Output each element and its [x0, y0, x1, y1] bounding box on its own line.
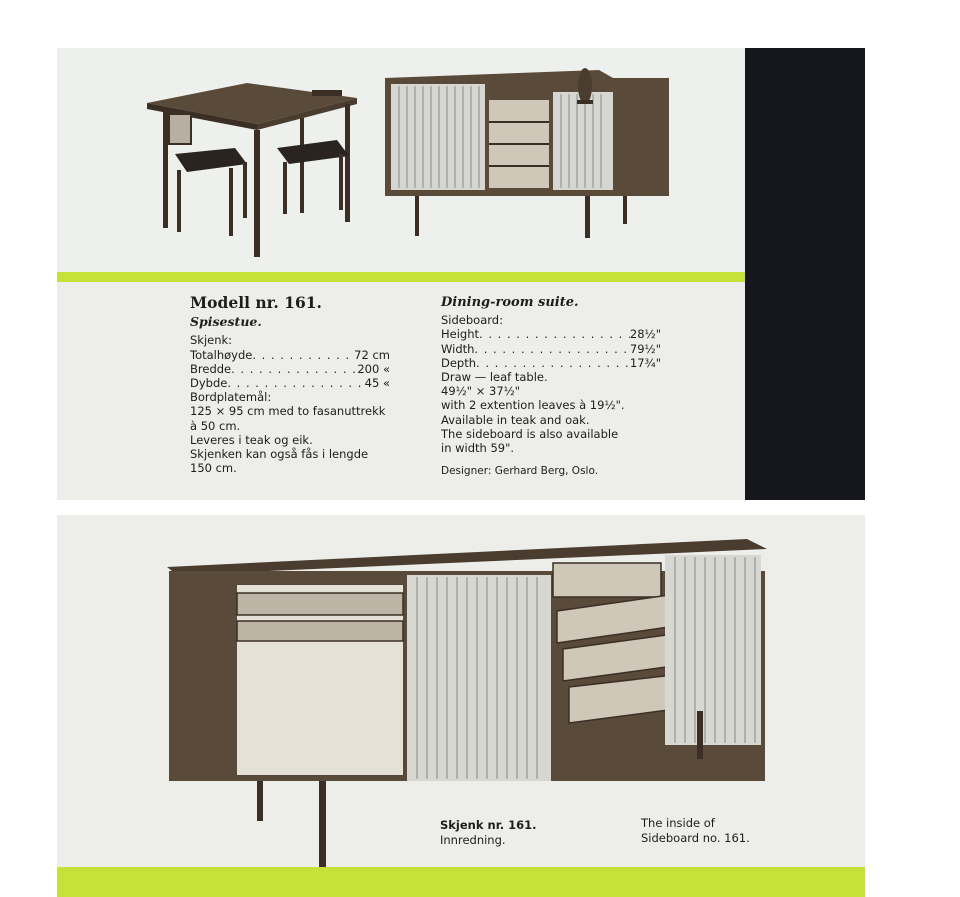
text-line: Skjenken kan også fås i lengde — [190, 447, 369, 462]
leader-dots — [476, 356, 630, 370]
spec-label: Totalhøyde — [190, 347, 253, 362]
spec-row — [441, 327, 661, 341]
spec-value: 17¾" — [629, 355, 661, 370]
english-caption — [641, 816, 750, 846]
caption-line: The inside of — [641, 816, 715, 830]
text-line: Draw — leaf table. — [441, 370, 548, 385]
spec-label: Depth — [441, 355, 477, 370]
text-line: The sideboard is also available — [441, 426, 619, 441]
leader-dots — [474, 342, 630, 356]
spec-value: 200 « — [357, 361, 390, 376]
skjenk-label: Skjenk: — [190, 333, 233, 348]
dark-edge-strip — [745, 48, 865, 500]
caption-title: Skjenk nr. 161. — [440, 818, 537, 832]
dining-room-heading: Dining-room suite. — [441, 295, 579, 310]
dining-set-illustration — [57, 48, 745, 272]
spec-label: Bredde — [190, 361, 232, 376]
spec-value: 45 « — [364, 376, 390, 391]
spec-row — [190, 376, 390, 390]
sideboard-image — [385, 68, 669, 238]
skjenk-caption — [440, 818, 536, 848]
leader-dots — [479, 327, 630, 341]
spec-row — [190, 362, 390, 376]
designer-credit: Designer: Gerhard Berg, Oslo. — [441, 465, 599, 478]
spisestue-subheading: Spisestue. — [190, 314, 262, 330]
spec-label: Width — [441, 341, 475, 356]
text-line: 49½" × 37½" — [441, 384, 521, 399]
text-line: with 2 extention leaves à 19½". — [441, 398, 625, 413]
norwegian-description — [190, 293, 390, 476]
text-line: in width 59". — [441, 441, 515, 456]
spec-row — [441, 342, 661, 356]
text-line: 150 cm. — [190, 461, 237, 476]
green-band-top — [57, 272, 745, 282]
spec-value: 79½" — [629, 341, 661, 356]
green-band-bottom — [57, 867, 865, 897]
leader-dots — [227, 376, 364, 390]
sideboard-label: Sideboard: — [441, 313, 503, 328]
spec-label: Dybde — [190, 376, 228, 391]
spec-row — [441, 356, 661, 370]
spec-value: 72 cm — [354, 347, 390, 362]
text-line: à 50 cm. — [190, 418, 241, 433]
dining-set-photo — [57, 48, 745, 272]
leader-dots — [252, 348, 354, 362]
spec-value: 28½" — [629, 327, 661, 342]
leader-dots — [231, 362, 357, 376]
top-catalog-page — [57, 48, 865, 500]
text-line: 125 × 95 cm med to fasanuttrekk — [190, 404, 386, 419]
spec-row — [190, 348, 390, 362]
bottom-catalog-page — [57, 515, 865, 897]
caption-line: Sideboard no. 161. — [641, 831, 750, 845]
english-description — [441, 296, 661, 478]
text-line: Bordplatemål: — [190, 390, 272, 405]
spec-label: Height — [441, 327, 480, 342]
text-line: Leveres i teak og eik. — [190, 432, 313, 447]
text-line: Available in teak and oak. — [441, 412, 590, 427]
caption-subtitle: Innredning. — [440, 833, 506, 847]
model-heading: Modell nr. 161. — [190, 293, 322, 312]
